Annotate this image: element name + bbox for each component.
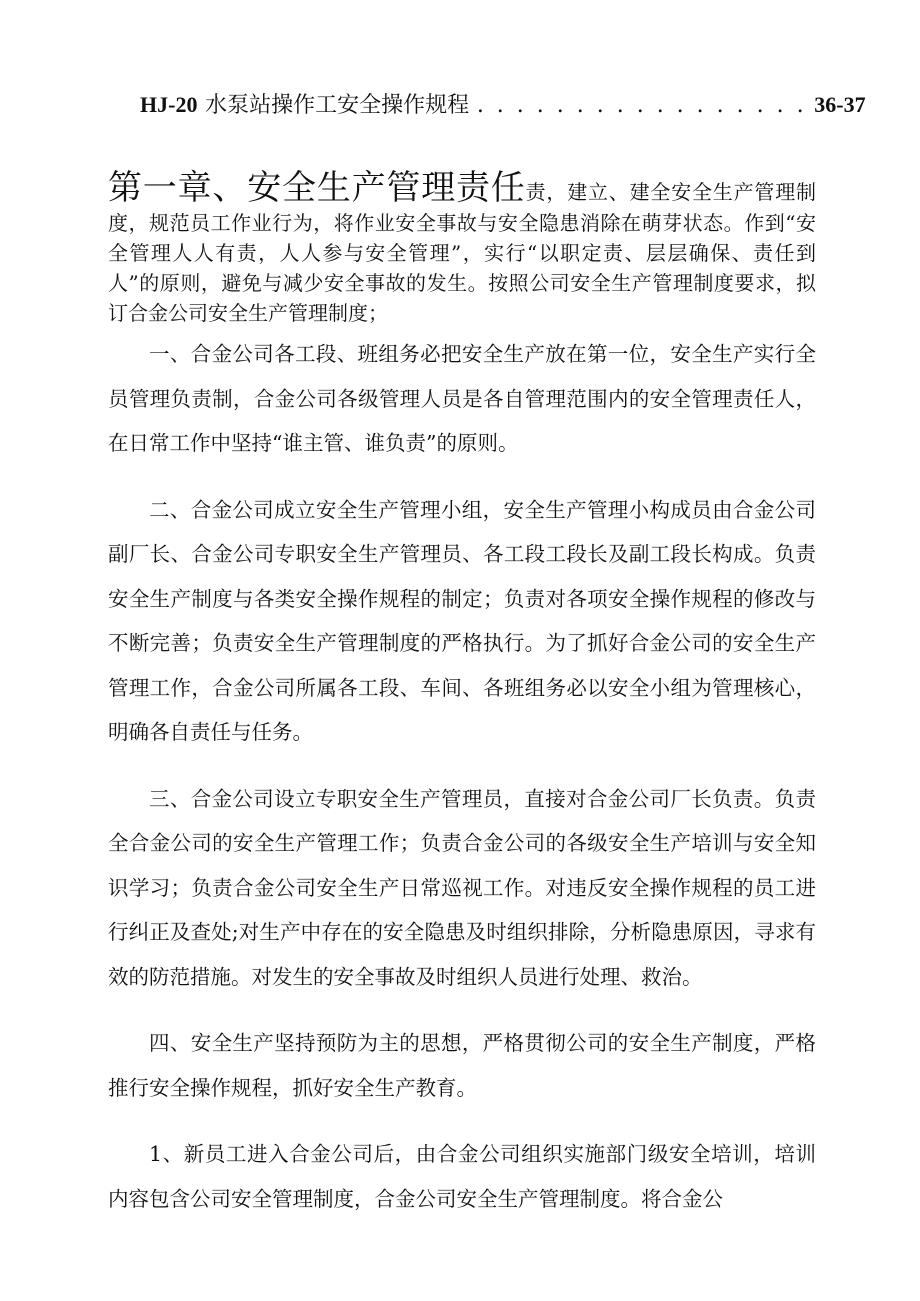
- paragraph-5: 1、新员工进入合金公司后，由合金公司组织实施部门级安全培训，培训内容包含公司安全管理制度，合金公司安全生产管理制度。将合金公: [108, 1142, 816, 1211]
- paragraph-2: 二、合金公司成立安全生产管理小组，安全生产管理小构成员由合金公司副厂长、合金公司专职安全生产管理员、各工段工段长及副工段长构成。负责安全生产制度与各类安全操作规程的制定；负责对各项安全操作规程的修改与不断完善；负责安全生产管理制度的严格执行。为了抓好合金公司的安全生产管理工作，合金公司所属各工段、车间、各班组务必以安全小组为管理核心，明确各自责任与任务。: [108, 497, 816, 744]
- document-body: [108, 332, 816, 1243]
- toc-leader-dots: . . . . . . . . . . . . . . . . .: [476, 93, 807, 118]
- paragraph-1: 一、合金公司各工段、班组务必把安全生产放在第一位，安全生产实行全员管理负责制，合金公司各级管理人员是各自管理范围内的安全管理责任人，在日常工作中坚持“谁主管、谁负责”的原则。: [108, 342, 816, 455]
- chapter-title: 第一章、安全生产管理责任: [108, 168, 526, 208]
- chapter-intro-text: 责，建立、建全安全生产管理制度，规范员工作业行为，将作业安全事故与安全隐患消除在萌芽状态。作到“安全管理人人有责，人人参与安全管理”，实行“以职定责、层层确保、责任到人”的原则，避免与减少安全事故的发生。按照公司安全生产管理制度要求，拟订合金公司安全生产管理制度；: [108, 180, 817, 325]
- toc-title: 水泵站操作工安全操作规程: [205, 93, 470, 118]
- paragraph-4: 四、安全生产坚持预防为主的思想，严格贯彻公司的安全生产制度，严格推行安全操作规程，抓好安全生产教育。: [108, 1031, 816, 1100]
- toc-page-range: 36-37: [814, 92, 866, 117]
- paragraph-3: 三、合金公司设立专职安全生产管理员，直接对合金公司厂长负责。负责全合金公司的安全生产管理工作；负责合金公司的各级安全生产培训与安全知识学习；负责合金公司安全生产日常巡视工作。对违反安全操作规程的员工进行纠正及查处;对生产中存在的安全隐患及时组织排除，分析隐患原因，寻求有效的防范措施。对发生的安全事故及时组织人员进行处理、救治。: [108, 786, 816, 989]
- toc-code: HJ-20: [140, 92, 198, 117]
- toc-entry: [140, 88, 866, 123]
- chapter-intro: [108, 168, 816, 328]
